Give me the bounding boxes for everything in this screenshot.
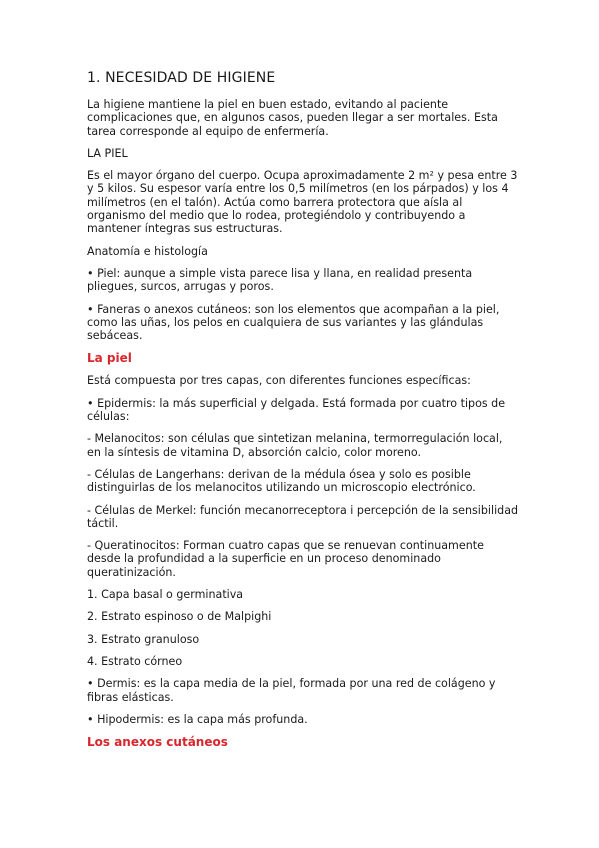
item-melanocitos: - Melanocitos: son células que sintetizan melanina, termorregulación local, en la síntesis de vitamina D, absorción calcio, color moreno. — [87, 432, 503, 459]
document-title: 1. NECESIDAD DE HIGIENE — [87, 70, 276, 86]
subheading-anatomia: Anatomía e histología — [87, 244, 208, 258]
layers-intro: Está compuesta por tres capas, con diferentes funciones específicas: — [87, 374, 471, 388]
bullet-piel: • Piel: aunque a simple vista parece lisa y llana, en realidad presenta pliegues, surcos, arrugas y poros. — [87, 266, 473, 294]
bullet-epidermis: • Epidermis: la más superficial y delgada. Está formada por cuatro tipos de células: — [87, 396, 506, 424]
section-heading-la-piel: La piel — [87, 351, 132, 366]
subheading-la-piel: LA PIEL — [87, 146, 128, 160]
section-heading-anexos: Los anexos cutáneos — [87, 735, 228, 750]
layer-item-3: 3. Estrato granuloso — [87, 632, 200, 646]
item-merkel: - Células de Merkel: función mecanorreceptora i percepción de la sensibilidad táctil. — [87, 503, 519, 530]
skin-description-paragraph: Es el mayor órgano del cuerpo. Ocupa aproximadamente 2 m² y pesa entre 3 y 5 kilos. Su espesor varía entre los 0,5 milímetros (en los párpados) y los 4 milímetros (en el talón). Actúa como barrera protectora que aísla al organismo del medio que lo rodea, protegiéndolo y contribuyendo a mantener íntegras sus estructuras. — [87, 169, 518, 236]
item-langerhans: - Células de Langerhans: derivan de la médula ósea y solo es posible distinguirlas de los melanocitos utilizando un microscopio electrónico. — [87, 467, 476, 495]
bullet-hipodermis: • Hipodermis: es la capa más profunda. — [87, 712, 308, 726]
layer-item-4: 4. Estrato córneo — [87, 654, 183, 668]
layer-item-2: 2. Estrato espinoso o de Malpighi — [87, 610, 272, 624]
bullet-dermis: • Dermis: es la capa media de la piel, formada por una red de colágeno y fibras elásticas. — [87, 677, 496, 704]
intro-paragraph: La higiene mantiene la piel en buen estado, evitando al paciente complicaciones que, en algunos casos, pueden llegar a ser mortales. Esta tarea corresponde al equipo de enfermería. — [87, 98, 498, 138]
item-queratinocitos: - Queratinocitos: Forman cuatro capas que se renuevan continuamente desde la profundidad a la superficie en un proceso denominado queratinización. — [87, 539, 484, 579]
layer-item-1: 1. Capa basal o germinativa — [87, 588, 244, 602]
bullet-faneras: • Faneras o anexos cutáneos: son los elementos que acompañan a la piel, como las uñas, los pelos en cualquiera de sus variantes y las glándulas sebáceas. — [87, 302, 500, 343]
